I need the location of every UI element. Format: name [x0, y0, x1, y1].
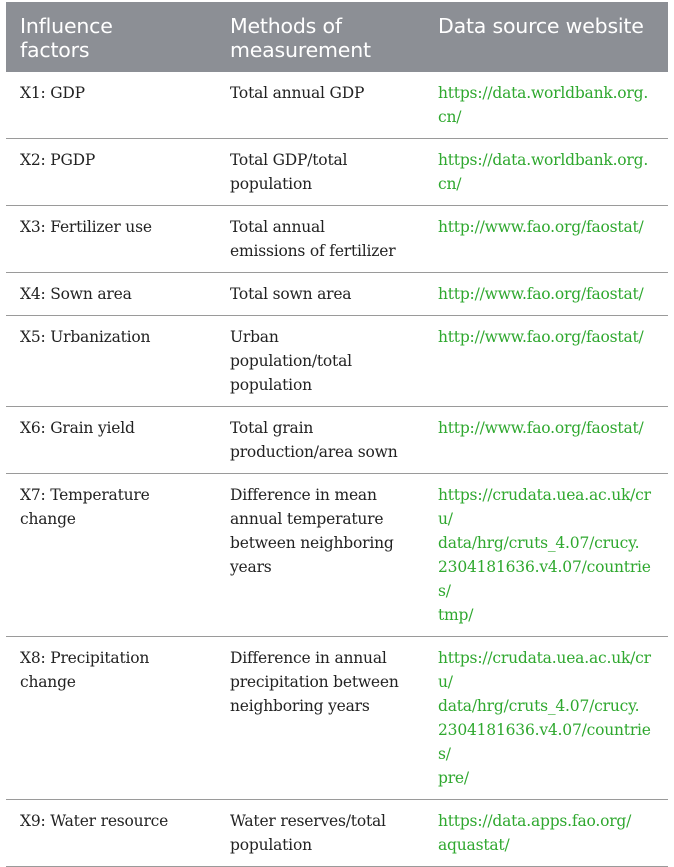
header-line: Influence — [20, 14, 113, 38]
method-cell-line: population — [230, 175, 312, 193]
factor-cell — [6, 72, 216, 139]
table-row — [6, 800, 668, 867]
factor-cell — [6, 407, 216, 474]
method-cell-line: Difference in mean — [230, 486, 377, 504]
method-cell — [216, 474, 424, 637]
method-cell — [216, 273, 424, 316]
method-cell-line: Urban — [230, 328, 279, 346]
factor-cell-line: change — [20, 510, 76, 528]
source-link-line[interactable]: pre/ — [438, 769, 469, 787]
source-link-cell[interactable] — [424, 800, 668, 867]
source-link-line[interactable]: tmp/ — [438, 606, 474, 624]
factor-cell-line: X6: Grain yield — [20, 419, 135, 437]
method-cell — [216, 800, 424, 867]
table-row — [6, 206, 668, 273]
factor-cell-line: X5: Urbanization — [20, 328, 151, 346]
factor-cell — [6, 637, 216, 800]
header-line: measurement — [230, 38, 371, 62]
source-link-line[interactable]: cn/ — [438, 175, 462, 193]
factor-cell-line: X7: Temperature — [20, 486, 150, 504]
source-link-line[interactable]: https://data.apps.fao.org/ — [438, 812, 632, 830]
table-row — [6, 474, 668, 637]
method-cell — [216, 316, 424, 407]
source-link-cell[interactable] — [424, 273, 668, 316]
source-link-line[interactable]: aquastat/ — [438, 836, 510, 854]
source-link-line[interactable]: data/hrg/cruts_4.07/crucy. — [438, 697, 640, 715]
method-cell-line: production/area sown — [230, 443, 398, 461]
method-cell-line: population/total — [230, 352, 352, 370]
method-cell — [216, 139, 424, 206]
method-cell — [216, 72, 424, 139]
method-cell-line: precipitation between — [230, 673, 399, 691]
table-row — [6, 273, 668, 316]
source-link-line[interactable]: https://crudata.uea.ac.uk/cru/ — [438, 649, 651, 691]
table-row — [6, 316, 668, 407]
method-cell-line: emissions of fertilizer — [230, 242, 396, 260]
method-cell-line: population — [230, 836, 312, 854]
method-cell — [216, 407, 424, 474]
data-sources-table-container — [6, 2, 668, 867]
table-row — [6, 139, 668, 206]
source-link-line[interactable]: data/hrg/cruts_4.07/crucy. — [438, 534, 640, 552]
source-link-cell[interactable] — [424, 139, 668, 206]
source-link-line[interactable]: https://data.worldbank.org. — [438, 84, 649, 102]
source-link-line[interactable]: http://www.fao.org/faostat/ — [438, 285, 644, 303]
source-link-line[interactable]: http://www.fao.org/faostat/ — [438, 328, 644, 346]
method-cell-line: Total annual GDP — [230, 84, 365, 102]
method-cell-line: Difference in annual — [230, 649, 387, 667]
source-link-line[interactable]: https://data.worldbank.org. — [438, 151, 649, 169]
method-cell-line: Total annual — [230, 218, 325, 236]
source-link-line[interactable]: 2304181636.v4.07/countries/ — [438, 558, 651, 600]
source-link-cell[interactable] — [424, 474, 668, 637]
factor-cell-line: X8: Precipitation — [20, 649, 150, 667]
header-row — [6, 2, 668, 72]
factor-cell — [6, 474, 216, 637]
factor-cell-line: change — [20, 673, 76, 691]
source-link-line[interactable]: http://www.fao.org/faostat/ — [438, 419, 644, 437]
table-body — [6, 72, 668, 867]
header-methods-of-measurement — [216, 2, 424, 72]
table-row — [6, 72, 668, 139]
source-link-line[interactable]: 2304181636.v4.07/countries/ — [438, 721, 651, 763]
source-link-line[interactable]: cn/ — [438, 108, 462, 126]
factor-cell — [6, 139, 216, 206]
header-line: Methods of — [230, 14, 342, 38]
source-link-line[interactable]: https://crudata.uea.ac.uk/cru/ — [438, 486, 651, 528]
factor-cell — [6, 206, 216, 273]
method-cell-line: Total grain — [230, 419, 314, 437]
header-data-source-website — [424, 2, 668, 72]
method-cell — [216, 637, 424, 800]
factor-cell — [6, 273, 216, 316]
method-cell-line: Total GDP/total — [230, 151, 348, 169]
source-link-cell[interactable] — [424, 72, 668, 139]
method-cell-line: neighboring years — [230, 697, 370, 715]
table-row — [6, 637, 668, 800]
method-cell-line: years — [230, 558, 272, 576]
method-cell-line: between neighboring — [230, 534, 394, 552]
header-influence-factors — [6, 2, 216, 72]
method-cell-line: Total sown area — [230, 285, 352, 303]
factor-cell — [6, 316, 216, 407]
source-link-cell[interactable] — [424, 637, 668, 800]
factor-cell-line: X9: Water resource — [20, 812, 169, 830]
table-row — [6, 407, 668, 474]
factor-cell-line: X3: Fertilizer use — [20, 218, 152, 236]
factor-cell-line: X4: Sown area — [20, 285, 132, 303]
factor-cell-line: X1: GDP — [20, 84, 85, 102]
header-line: Data source website — [438, 14, 644, 38]
method-cell-line: annual temperature — [230, 510, 384, 528]
source-link-line[interactable]: http://www.fao.org/faostat/ — [438, 218, 644, 236]
table-header — [6, 2, 668, 72]
source-link-cell[interactable] — [424, 206, 668, 273]
header-line: factors — [20, 38, 90, 62]
source-link-cell[interactable] — [424, 407, 668, 474]
method-cell-line: Water reserves/total — [230, 812, 386, 830]
data-sources-table — [6, 2, 668, 867]
factor-cell — [6, 800, 216, 867]
source-link-cell[interactable] — [424, 316, 668, 407]
method-cell — [216, 206, 424, 273]
factor-cell-line: X2: PGDP — [20, 151, 96, 169]
method-cell-line: population — [230, 376, 312, 394]
